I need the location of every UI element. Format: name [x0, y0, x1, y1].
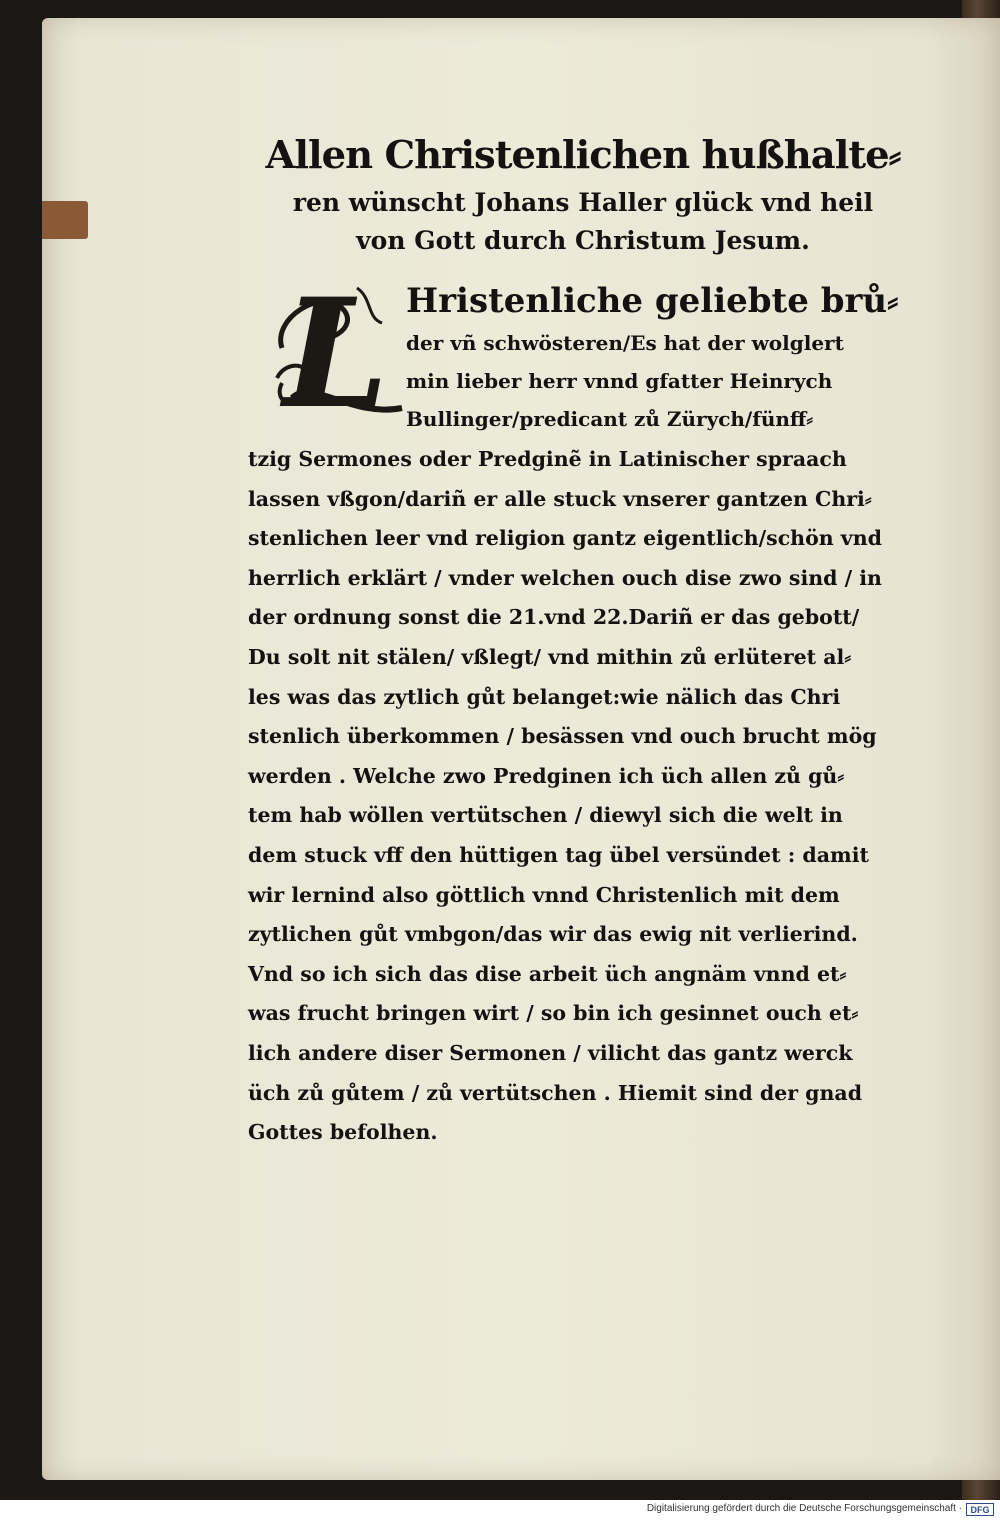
- body-line: üch zů gůtem / zů vertütschen . Hiemit sind der gnad: [248, 1080, 863, 1105]
- body-line: werden . Welche zwo Predginen ich üch allen zů gů⸗: [248, 763, 845, 788]
- body-line: stenlich überkommen / besässen vnd ouch brucht mög: [248, 724, 877, 749]
- funding-note: Digitalisierung gefördert durch die Deutsche Forschungsgemeinschaft ·: [646, 1503, 962, 1514]
- body-line: lich andere diser Sermonen / vilicht das gantz werck: [248, 1040, 853, 1065]
- body-line: dem stuck vff den hüttigen tag übel versündet : damit: [248, 842, 869, 867]
- body-line: tzig Sermones oder Predginẽ in Latinischer spraach: [248, 447, 847, 471]
- page-text: [248, 128, 918, 1153]
- heading-line-3: von Gott durch Christum Jesum.: [356, 226, 810, 255]
- body-text: [248, 440, 918, 1153]
- lead-line: min lieber herr vnnd gfatter Heinrych: [406, 369, 833, 393]
- body-line: herrlich erklärt / vnder welchen ouch dise zwo sind / in: [248, 565, 882, 590]
- heading-line-2: ren wünscht Johans Haller glück vnd heil: [292, 188, 874, 217]
- body-line: was frucht bringen wirt / so bin ich gesinnet ouch et⸗: [248, 1001, 859, 1026]
- decorated-initial: L: [283, 266, 389, 442]
- dfg-logo-icon: DFG: [966, 1503, 994, 1516]
- body-line: Du solt nit stälen/ vßlegt/ vnd mithin zů erlüteret al⸗: [248, 644, 852, 669]
- opening-paragraph: [248, 266, 918, 442]
- body-line: stenlichen leer vnd religion gantz eigentlich/schön vnd: [248, 526, 882, 551]
- lead-lines: [406, 278, 918, 438]
- page-tab-marker: [42, 201, 88, 239]
- body-line: Gottes befolhen.: [248, 1120, 438, 1145]
- lead-line: Hristenliche geliebte brů⸗: [406, 281, 899, 321]
- body-line: zytlichen gůt vmbgon/das wir das ewig nit verlierind.: [248, 922, 858, 947]
- funding-footer: [0, 1500, 1000, 1520]
- body-line: les was das zytlich gůt belanget:wie nälich das Chri: [248, 684, 841, 709]
- lead-line: der vñ schwösteren/Es hat der wolglert: [406, 331, 844, 355]
- body-line: tem hab wöllen vertütschen / diewyl sich die welt in: [248, 803, 843, 828]
- heading-line-1: Allen Christenlichen hußhalte⸗: [265, 133, 901, 178]
- body-line: lassen vßgon/dariñ er alle stuck vnserer gantzen Chri⸗: [248, 486, 872, 511]
- body-line: der ordnung sonst die 21.vnd 22.Dariñ er das gebott/: [248, 605, 860, 630]
- body-line: wir lernind also göttlich vnnd Christenlich mit dem: [248, 882, 840, 907]
- lead-line: Bullinger/predicant zů Zürych/fünff⸗: [406, 407, 813, 431]
- body-line: Vnd so ich sich das dise arbeit üch angnäm vnnd et⸗: [248, 961, 847, 986]
